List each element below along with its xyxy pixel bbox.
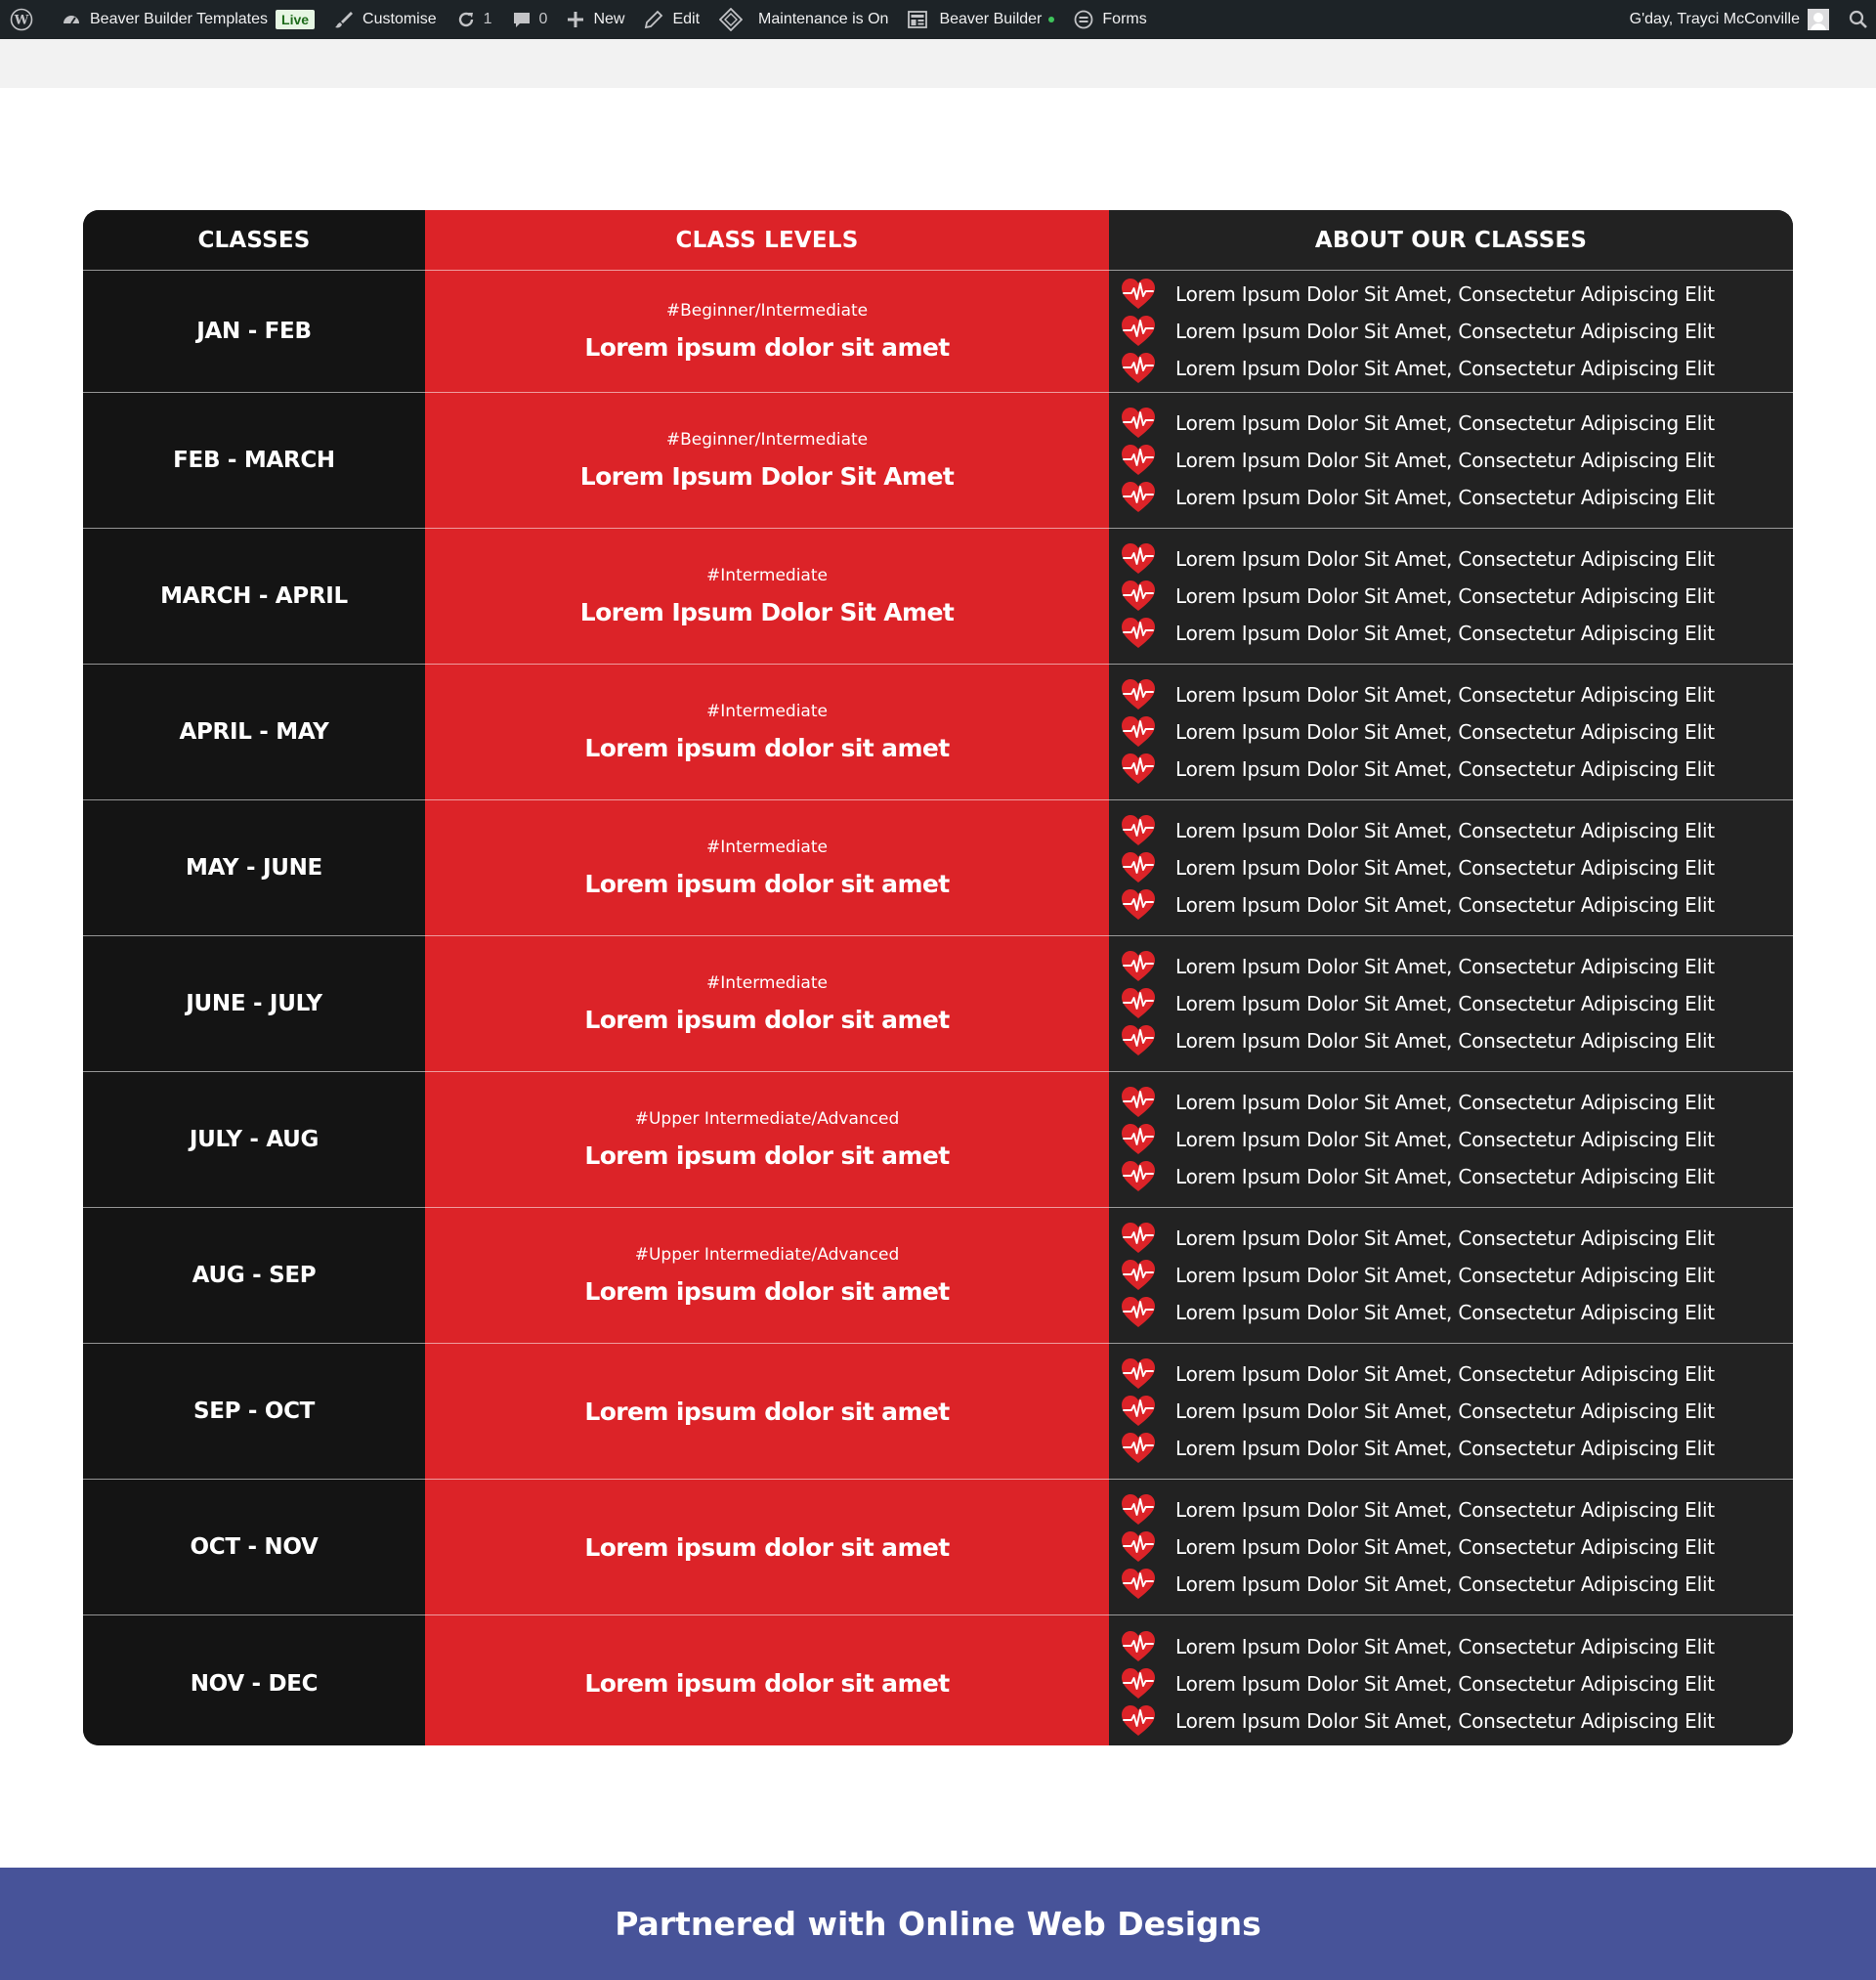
plus-icon <box>567 11 584 28</box>
customise-button[interactable] <box>324 0 447 39</box>
about-cell <box>1109 1344 1793 1479</box>
about-item <box>1121 1568 1715 1601</box>
period-label: JUNE - JULY <box>186 991 322 1016</box>
header-classes <box>83 210 425 270</box>
about-cell <box>1109 271 1793 392</box>
heartbeat-icon <box>1121 888 1156 922</box>
table-header-row <box>83 210 1793 271</box>
forms-label: Forms <box>1102 11 1147 27</box>
heartbeat-icon <box>1121 481 1156 514</box>
heartbeat-icon <box>1121 1086 1156 1119</box>
heartbeat-icon <box>1121 1296 1156 1329</box>
svg-text:W: W <box>14 13 29 28</box>
level-title: Lorem ipsum dolor sit amet <box>584 1397 950 1426</box>
about-text: Lorem Ipsum Dolor Sit Amet, Consectetur Adipiscing Elit <box>1175 757 1715 781</box>
comments-button[interactable] <box>502 0 558 39</box>
header-about <box>1109 210 1793 270</box>
period-cell <box>83 1480 425 1614</box>
period-cell <box>83 271 425 392</box>
diamond-icon <box>719 8 743 31</box>
level-cell <box>425 800 1109 935</box>
heartbeat-icon <box>1121 1222 1156 1255</box>
heartbeat-icon <box>1121 580 1156 613</box>
about-text: Lorem Ipsum Dolor Sit Amet, Consectetur Adipiscing Elit <box>1175 1362 1715 1386</box>
about-text: Lorem Ipsum Dolor Sit Amet, Consectetur Adipiscing Elit <box>1175 486 1715 509</box>
status-dot <box>1048 17 1054 22</box>
about-text: Lorem Ipsum Dolor Sit Amet, Consectetur Adipiscing Elit <box>1175 1708 1715 1733</box>
level-cell <box>425 1208 1109 1343</box>
level-cell <box>425 271 1109 392</box>
comment-icon <box>512 10 532 29</box>
level-cell <box>425 393 1109 528</box>
about-text: Lorem Ipsum Dolor Sit Amet, Consectetur Adipiscing Elit <box>1175 584 1715 608</box>
edit-button[interactable] <box>634 0 709 39</box>
layout-icon <box>908 10 927 29</box>
heartbeat-icon <box>1121 814 1156 847</box>
period-cell <box>83 529 425 664</box>
period-label: MAY - JUNE <box>186 855 322 881</box>
level-cell <box>425 1615 1109 1745</box>
dashboard-icon <box>62 10 81 29</box>
heartbeat-icon <box>1121 542 1156 576</box>
about-item <box>1121 1704 1715 1738</box>
period-label: JULY - AUG <box>189 1127 320 1152</box>
period-label: OCT - NOV <box>190 1534 319 1560</box>
period-label: APRIL - MAY <box>179 719 329 745</box>
heartbeat-icon <box>1121 444 1156 477</box>
about-text: Lorem Ipsum Dolor Sit Amet, Consectetur Adipiscing Elit <box>1175 320 1715 343</box>
header-levels-label: CLASS LEVELS <box>675 227 859 253</box>
about-text: Lorem Ipsum Dolor Sit Amet, Consectetur Adipiscing Elit <box>1175 992 1715 1015</box>
about-item <box>1121 617 1715 650</box>
customise-label: Customise <box>362 11 437 27</box>
period-cell <box>83 1208 425 1343</box>
heartbeat-icon <box>1121 1530 1156 1564</box>
about-item <box>1121 1259 1715 1292</box>
paintbrush-icon <box>334 10 354 29</box>
about-text: Lorem Ipsum Dolor Sit Amet, Consectetur Adipiscing Elit <box>1175 1572 1715 1596</box>
about-cell <box>1109 1208 1793 1343</box>
table-row <box>83 529 1793 665</box>
about-cell <box>1109 800 1793 935</box>
header-about-label: ABOUT OUR CLASSES <box>1314 227 1588 253</box>
heartbeat-icon <box>1121 950 1156 983</box>
about-item <box>1121 987 1715 1020</box>
level-cell <box>425 936 1109 1071</box>
about-item <box>1121 1432 1715 1465</box>
heartbeat-icon <box>1121 278 1156 311</box>
period-label: AUG - SEP <box>192 1263 317 1288</box>
about-item <box>1121 715 1715 749</box>
about-text: Lorem Ipsum Dolor Sit Amet, Consectetur Adipiscing Elit <box>1175 622 1715 645</box>
about-text: Lorem Ipsum Dolor Sit Amet, Consectetur Adipiscing Elit <box>1175 1535 1715 1559</box>
heartbeat-icon <box>1121 851 1156 884</box>
about-text: Lorem Ipsum Dolor Sit Amet, Consectetur Adipiscing Elit <box>1175 893 1715 917</box>
about-text: Lorem Ipsum Dolor Sit Amet, Consectetur Adipiscing Elit <box>1175 357 1715 380</box>
about-item <box>1121 950 1715 983</box>
about-item <box>1121 1357 1715 1391</box>
heartbeat-icon <box>1121 617 1156 650</box>
admin-bar-right <box>1620 0 1876 39</box>
about-item <box>1121 444 1715 477</box>
about-item <box>1121 1123 1715 1156</box>
about-list <box>1121 1222 1715 1329</box>
heartbeat-icon <box>1121 1568 1156 1601</box>
updates-count: 1 <box>483 11 492 27</box>
beaver-builder-button[interactable] <box>898 0 1064 39</box>
forms-button[interactable] <box>1064 0 1156 39</box>
new-label: New <box>593 11 625 27</box>
about-item <box>1121 481 1715 514</box>
level-tag: #Upper Intermediate/Advanced <box>634 1109 900 1129</box>
about-cell <box>1109 1615 1793 1745</box>
level-tag: #Intermediate <box>706 702 828 721</box>
heartbeat-icon <box>1121 1357 1156 1391</box>
heartbeat-icon <box>1121 1630 1156 1663</box>
about-list <box>1121 814 1715 922</box>
period-cell <box>83 1072 425 1207</box>
table-row <box>83 1480 1793 1615</box>
level-title: Lorem ipsum dolor sit amet <box>584 734 950 762</box>
updates-button[interactable] <box>447 0 502 39</box>
class-schedule-table <box>83 210 1793 1745</box>
about-text: Lorem Ipsum Dolor Sit Amet, Consectetur Adipiscing Elit <box>1175 683 1715 707</box>
account-menu[interactable] <box>1620 0 1839 39</box>
about-list <box>1121 278 1715 385</box>
about-text: Lorem Ipsum Dolor Sit Amet, Consectetur Adipiscing Elit <box>1175 1165 1715 1188</box>
header-levels <box>425 210 1109 270</box>
about-text: Lorem Ipsum Dolor Sit Amet, Consectetur Adipiscing Elit <box>1175 720 1715 744</box>
new-content-button[interactable] <box>557 0 634 39</box>
site-name-label: Beaver Builder Templates <box>90 11 269 27</box>
about-item <box>1121 753 1715 786</box>
about-list <box>1121 1086 1715 1193</box>
about-text: Lorem Ipsum Dolor Sit Amet, Consectetur Adipiscing Elit <box>1175 1091 1715 1114</box>
about-cell <box>1109 665 1793 799</box>
level-tag: #Upper Intermediate/Advanced <box>634 1245 900 1265</box>
wordpress-logo-button[interactable] <box>0 0 52 39</box>
heartbeat-icon <box>1121 1432 1156 1465</box>
level-cell <box>425 665 1109 799</box>
about-item <box>1121 1530 1715 1564</box>
period-label: JAN - FEB <box>196 319 312 344</box>
about-text: Lorem Ipsum Dolor Sit Amet, Consectetur Adipiscing Elit <box>1175 1437 1715 1460</box>
about-item <box>1121 851 1715 884</box>
about-list <box>1121 950 1715 1057</box>
period-label: NOV - DEC <box>190 1670 319 1697</box>
about-text: Lorem Ipsum Dolor Sit Amet, Consectetur Adipiscing Elit <box>1175 282 1715 306</box>
about-list <box>1121 1630 1715 1738</box>
about-text: Lorem Ipsum Dolor Sit Amet, Consectetur Adipiscing Elit <box>1175 1634 1715 1658</box>
heartbeat-icon <box>1121 987 1156 1020</box>
about-item <box>1121 542 1715 576</box>
heartbeat-icon <box>1121 1259 1156 1292</box>
heartbeat-icon <box>1121 715 1156 749</box>
level-tag: #Beginner/Intermediate <box>665 301 869 321</box>
about-cell <box>1109 1480 1793 1614</box>
about-text: Lorem Ipsum Dolor Sit Amet, Consectetur Adipiscing Elit <box>1175 1671 1715 1696</box>
level-tag: #Intermediate <box>706 973 828 993</box>
heartbeat-icon <box>1121 1024 1156 1057</box>
comments-count: 0 <box>538 11 548 27</box>
table-row <box>83 1615 1793 1745</box>
about-item <box>1121 888 1715 922</box>
about-list <box>1121 1357 1715 1465</box>
header-strip <box>0 39 1876 88</box>
about-text: Lorem Ipsum Dolor Sit Amet, Consectetur Adipiscing Elit <box>1175 1399 1715 1423</box>
about-text: Lorem Ipsum Dolor Sit Amet, Consectetur Adipiscing Elit <box>1175 411 1715 435</box>
about-text: Lorem Ipsum Dolor Sit Amet, Consectetur Adipiscing Elit <box>1175 1301 1715 1324</box>
about-item <box>1121 1222 1715 1255</box>
heartbeat-icon <box>1121 1493 1156 1527</box>
table-row <box>83 1072 1793 1208</box>
about-cell <box>1109 936 1793 1071</box>
about-item <box>1121 352 1715 385</box>
heartbeat-icon <box>1121 1160 1156 1193</box>
level-title: Lorem Ipsum Dolor Sit Amet <box>579 598 955 626</box>
about-list <box>1121 407 1715 514</box>
table-row <box>83 271 1793 393</box>
about-item <box>1121 1086 1715 1119</box>
period-cell <box>83 665 425 799</box>
about-item <box>1121 678 1715 711</box>
heartbeat-icon <box>1121 678 1156 711</box>
table-row <box>83 665 1793 800</box>
period-label: FEB - MARCH <box>173 448 335 473</box>
heartbeat-icon <box>1121 407 1156 440</box>
level-title: Lorem Ipsum Dolor Sit Amet <box>579 462 955 491</box>
table-row <box>83 1208 1793 1344</box>
about-item <box>1121 1395 1715 1428</box>
level-title: Lorem ipsum dolor sit amet <box>584 1006 950 1034</box>
level-tag: #Beginner/Intermediate <box>665 430 869 450</box>
table-row <box>83 936 1793 1072</box>
level-title: Lorem ipsum dolor sit amet <box>584 1277 950 1306</box>
about-item <box>1121 814 1715 847</box>
heartbeat-icon <box>1121 1395 1156 1428</box>
heartbeat-icon <box>1121 1704 1156 1738</box>
about-text: Lorem Ipsum Dolor Sit Amet, Consectetur Adipiscing Elit <box>1175 1227 1715 1250</box>
edit-label: Edit <box>672 11 701 27</box>
wordpress-icon <box>10 8 33 31</box>
refresh-icon <box>456 10 476 29</box>
about-item <box>1121 1493 1715 1527</box>
period-cell <box>83 936 425 1071</box>
about-text: Lorem Ipsum Dolor Sit Amet, Consectetur Adipiscing Elit <box>1175 1029 1715 1053</box>
about-cell <box>1109 1072 1793 1207</box>
level-tag: #Intermediate <box>706 566 828 585</box>
period-cell <box>83 393 425 528</box>
about-cell <box>1109 529 1793 664</box>
footer-text: Partnered with Online Web Designs <box>615 1905 1261 1943</box>
about-text: Lorem Ipsum Dolor Sit Amet, Consectetur Adipiscing Elit <box>1175 547 1715 571</box>
period-label: MARCH - APRIL <box>160 583 348 609</box>
avatar <box>1808 9 1829 30</box>
table-row <box>83 393 1793 529</box>
about-item <box>1121 315 1715 348</box>
about-item <box>1121 1630 1715 1663</box>
footer <box>0 1868 1876 1980</box>
live-badge: Live <box>276 10 315 29</box>
about-text: Lorem Ipsum Dolor Sit Amet, Consectetur Adipiscing Elit <box>1175 955 1715 978</box>
header-classes-label: CLASSES <box>197 227 311 253</box>
period-cell <box>83 1615 425 1745</box>
about-item <box>1121 278 1715 311</box>
level-title: Lorem ipsum dolor sit amet <box>584 1669 950 1698</box>
period-cell <box>83 800 425 935</box>
about-cell <box>1109 393 1793 528</box>
about-item <box>1121 1024 1715 1057</box>
about-list <box>1121 1493 1715 1601</box>
level-cell <box>425 1480 1109 1614</box>
admin-bar-left <box>0 0 1157 39</box>
about-item <box>1121 407 1715 440</box>
period-cell <box>83 1344 425 1479</box>
level-title: Lorem ipsum dolor sit amet <box>584 333 950 362</box>
about-list <box>1121 542 1715 650</box>
diamond-menu-button[interactable] <box>709 0 898 39</box>
about-text: Lorem Ipsum Dolor Sit Amet, Consectetur Adipiscing Elit <box>1175 1264 1715 1287</box>
about-text: Lorem Ipsum Dolor Sit Amet, Consectetur Adipiscing Elit <box>1175 449 1715 472</box>
about-item <box>1121 1160 1715 1193</box>
level-title: Lorem ipsum dolor sit amet <box>584 1532 950 1562</box>
about-item <box>1121 1296 1715 1329</box>
level-cell <box>425 529 1109 664</box>
heartbeat-icon <box>1121 315 1156 348</box>
site-name-menu[interactable] <box>52 0 324 39</box>
heartbeat-icon <box>1121 753 1156 786</box>
table-row <box>83 800 1793 936</box>
search-icon <box>1849 10 1868 29</box>
about-text: Lorem Ipsum Dolor Sit Amet, Consectetur Adipiscing Elit <box>1175 819 1715 842</box>
heartbeat-icon <box>1121 1123 1156 1156</box>
forms-icon <box>1074 10 1093 29</box>
about-list <box>1121 678 1715 786</box>
level-title: Lorem ipsum dolor sit amet <box>584 870 950 898</box>
about-item <box>1121 580 1715 613</box>
about-item <box>1121 1667 1715 1700</box>
about-text: Lorem Ipsum Dolor Sit Amet, Consectetur Adipiscing Elit <box>1175 1498 1715 1522</box>
level-tag: #Intermediate <box>706 838 828 857</box>
about-text: Lorem Ipsum Dolor Sit Amet, Consectetur Adipiscing Elit <box>1175 856 1715 880</box>
admin-bar <box>0 0 1876 39</box>
maintenance-label: Maintenance is On <box>758 11 889 27</box>
beaver-builder-label: Beaver Builder <box>939 11 1043 27</box>
about-text: Lorem Ipsum Dolor Sit Amet, Consectetur Adipiscing Elit <box>1175 1128 1715 1151</box>
level-cell <box>425 1072 1109 1207</box>
search-button[interactable] <box>1839 0 1876 39</box>
level-cell <box>425 1344 1109 1479</box>
pencil-icon <box>644 10 663 29</box>
greeting-label: G'day, Trayci McConville <box>1629 11 1800 27</box>
table-row <box>83 1344 1793 1480</box>
period-label: SEP - OCT <box>192 1399 316 1424</box>
level-title: Lorem ipsum dolor sit amet <box>584 1141 950 1170</box>
heartbeat-icon <box>1121 352 1156 385</box>
heartbeat-icon <box>1121 1667 1156 1700</box>
